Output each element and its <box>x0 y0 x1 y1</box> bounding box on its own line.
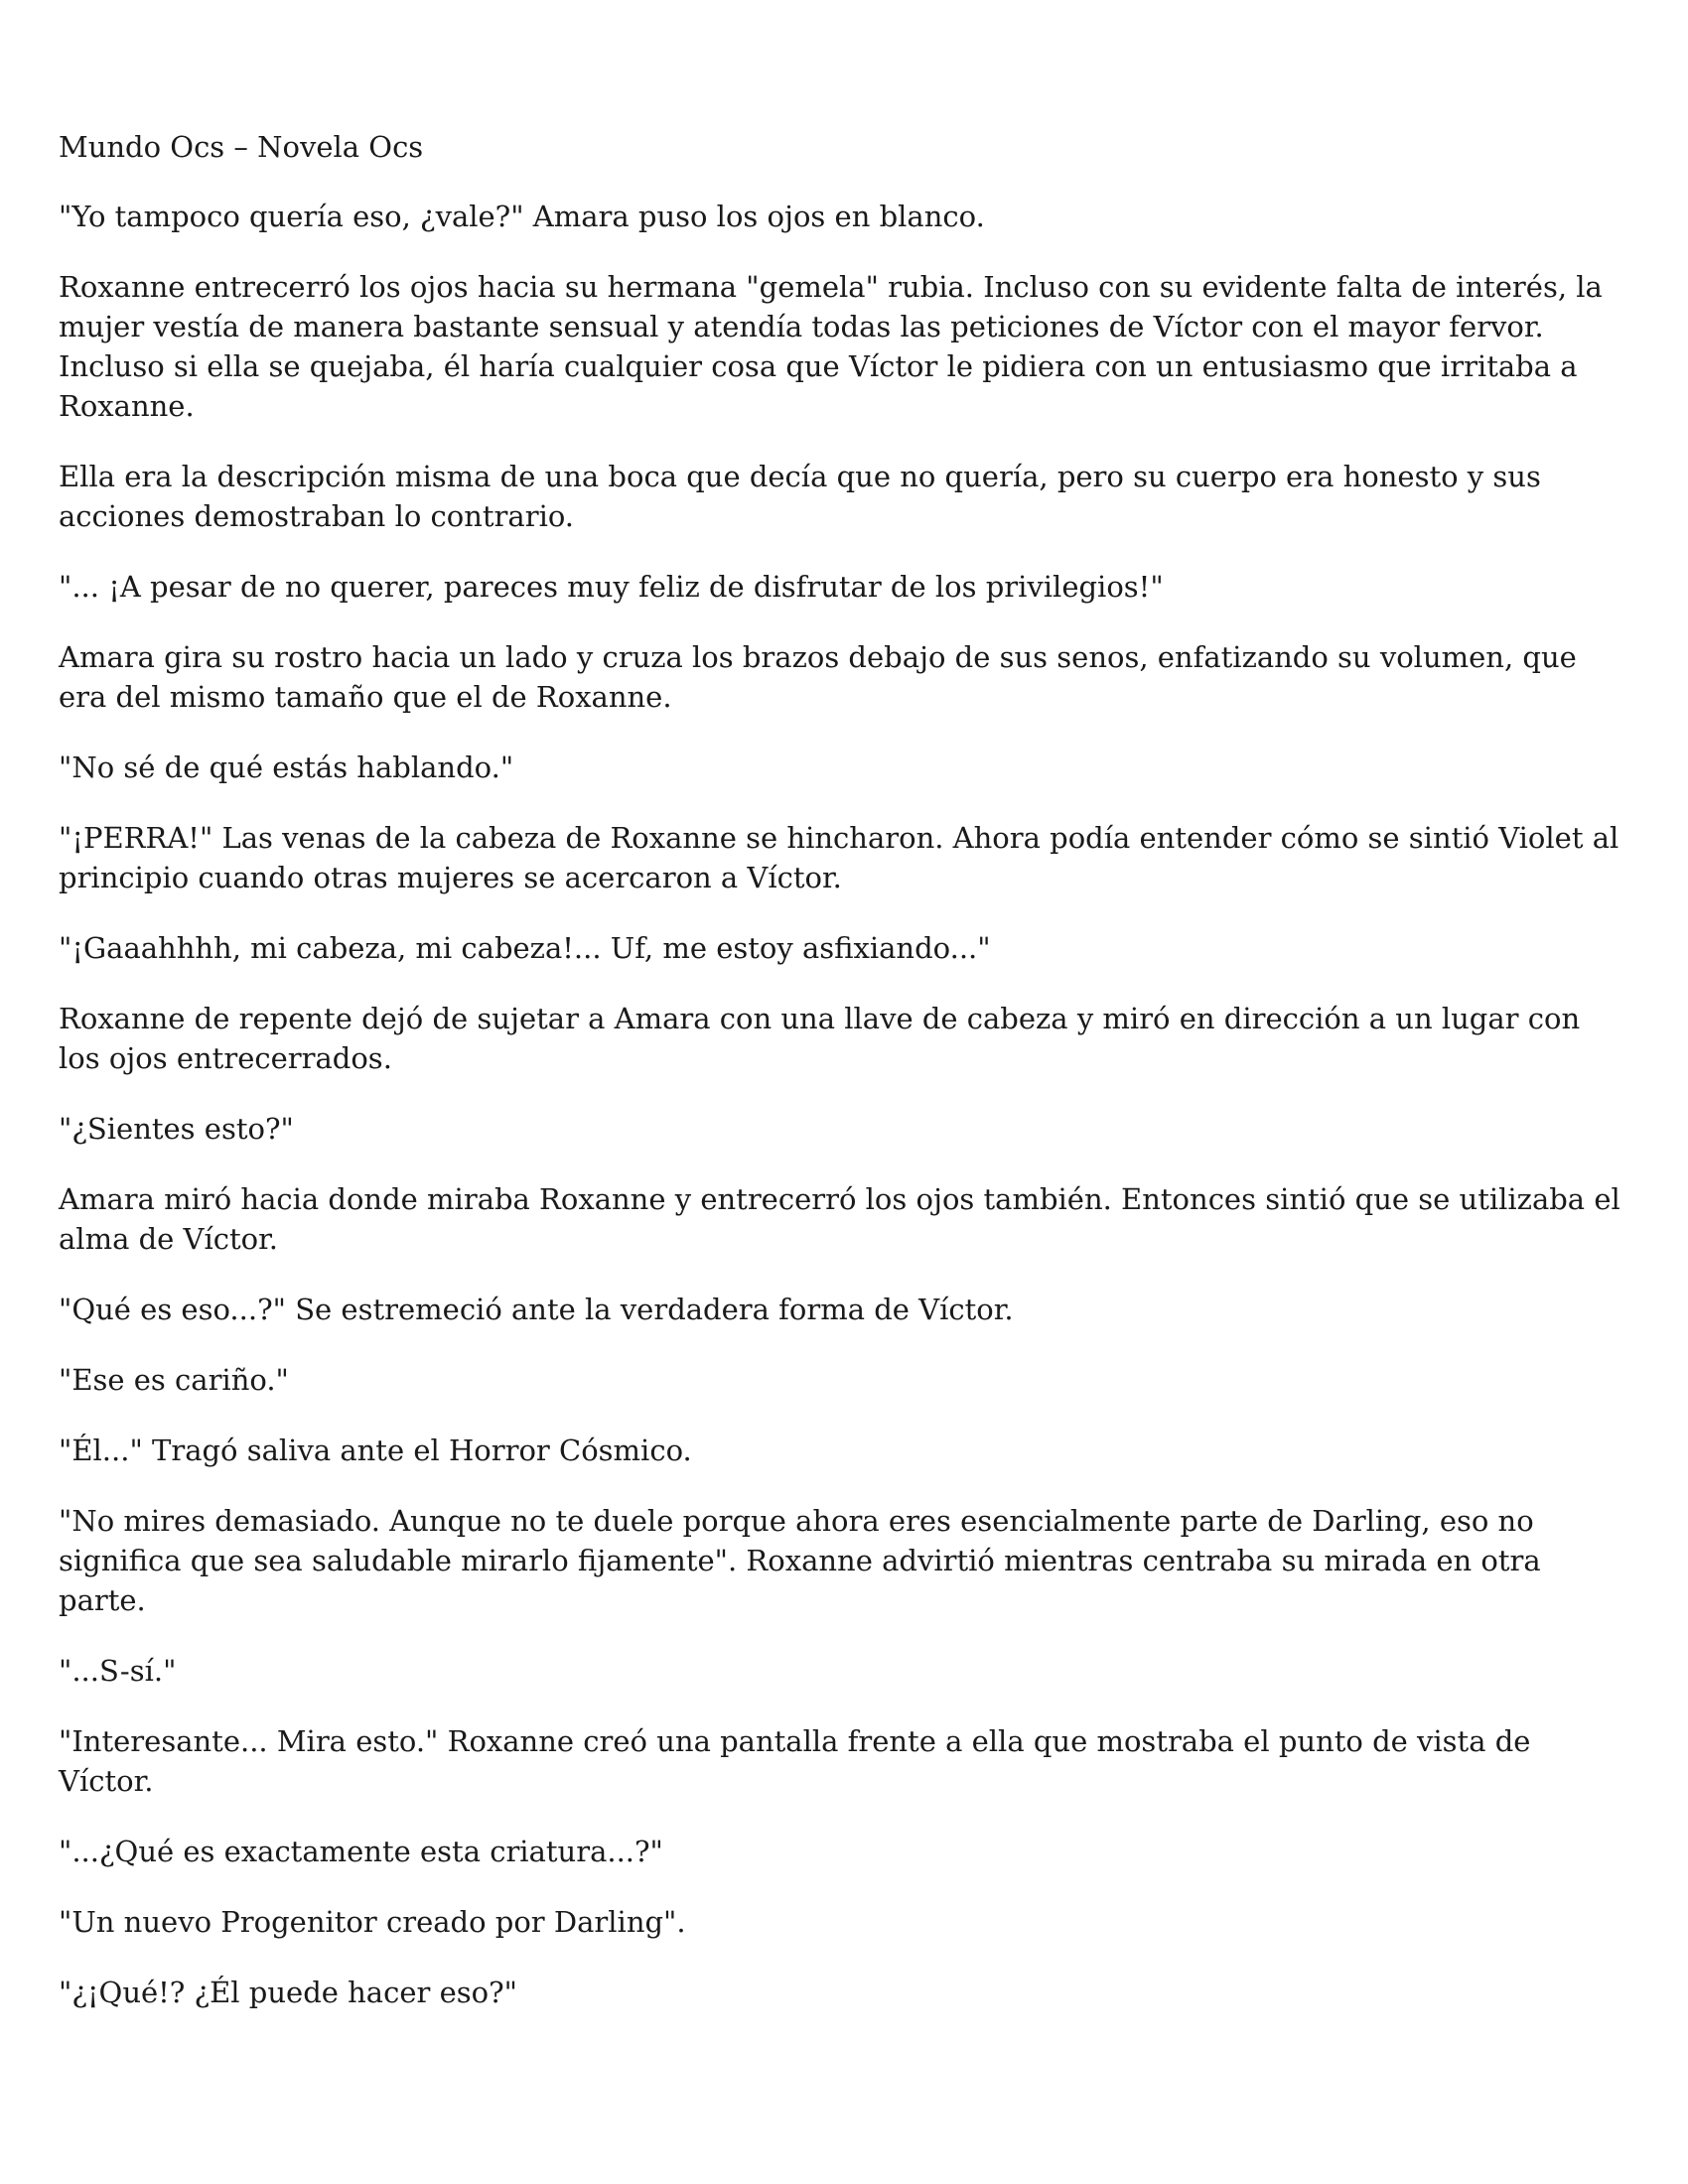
paragraph: Amara gira su rostro hacia un lado y cruza los brazos debajo de sus senos, enfatizando su volumen, que era del mismo tamaño que el de Roxanne. <box>59 640 1577 714</box>
paragraph: "¿Sientes esto?" <box>59 1112 294 1146</box>
paragraph: "Un nuevo Progenitor creado por Darling". <box>59 1905 686 1939</box>
paragraph: "Ese es cariño." <box>59 1363 289 1397</box>
paragraph: "Qué es eso...?" Se estremeció ante la verdadera forma de Víctor. <box>59 1293 1014 1326</box>
paragraph: Amara miró hacia donde miraba Roxanne y entrecerró los ojos también. Entonces sintió que se utilizaba el alma de Víctor. <box>59 1182 1620 1256</box>
paragraph: "¡PERRA!" Las venas de la cabeza de Roxanne se hincharon. Ahora podía entender cómo se sintió Violet al principio cuando otras mujeres se acercaron a Víctor. <box>59 821 1619 894</box>
paragraph: Roxanne entrecerró los ojos hacia su hermana "gemela" rubia. Incluso con su evidente falta de interés, la mujer vestía de manera bastante sensual y atendía todas las peticiones de Víctor con el mayor fervor. Incluso si ella se quejaba, él haría cualquier cosa que Víctor le pidiera con un entusiasmo que irritaba a Roxanne. <box>59 270 1603 423</box>
paragraph: "Él..." Tragó saliva ante el Horror Cósmico. <box>59 1433 692 1467</box>
paragraph: "... ¡A pesar de no querer, pareces muy feliz de disfrutar de los privilegios!" <box>59 570 1164 604</box>
paragraph: "¡Gaaahhhh, mi cabeza, mi cabeza!... Uf, me estoy asfixiando..." <box>59 931 991 965</box>
paragraph: "Interesante... Mira esto." Roxanne creó una pantalla frente a ella que mostraba el punto de vista de Víctor. <box>59 1724 1531 1798</box>
paragraph: "No sé de qué estás hablando." <box>59 751 514 784</box>
paragraph: "...¿Qué es exactamente esta criatura...?" <box>59 1835 663 1868</box>
paragraph: "Yo tampoco quería eso, ¿vale?" Amara puso los ojos en blanco. <box>59 200 985 233</box>
document-page <box>59 127 1629 2043</box>
paragraph: "No mires demasiado. Aunque no te duele porque ahora eres esencialmente parte de Darling, eso no significa que sea saludable mirarlo fijamente". Roxanne advirtió mientras centraba su mirada en otra parte. <box>59 1504 1541 1617</box>
paragraph: "¿¡Qué!? ¿Él puede hacer eso?" <box>59 1976 517 2009</box>
paragraph: "...S-sí." <box>59 1654 177 1688</box>
paragraph-list <box>59 197 1629 2012</box>
paragraph: Roxanne de repente dejó de sujetar a Amara con una llave de cabeza y miró en dirección a un lugar con los ojos entrecerrados. <box>59 1002 1581 1075</box>
document-header: Mundo Ocs – Novela Ocs <box>59 130 424 164</box>
paragraph: Ella era la descripción misma de una boca que decía que no quería, pero su cuerpo era honesto y sus acciones demostraban lo contrario. <box>59 460 1541 533</box>
